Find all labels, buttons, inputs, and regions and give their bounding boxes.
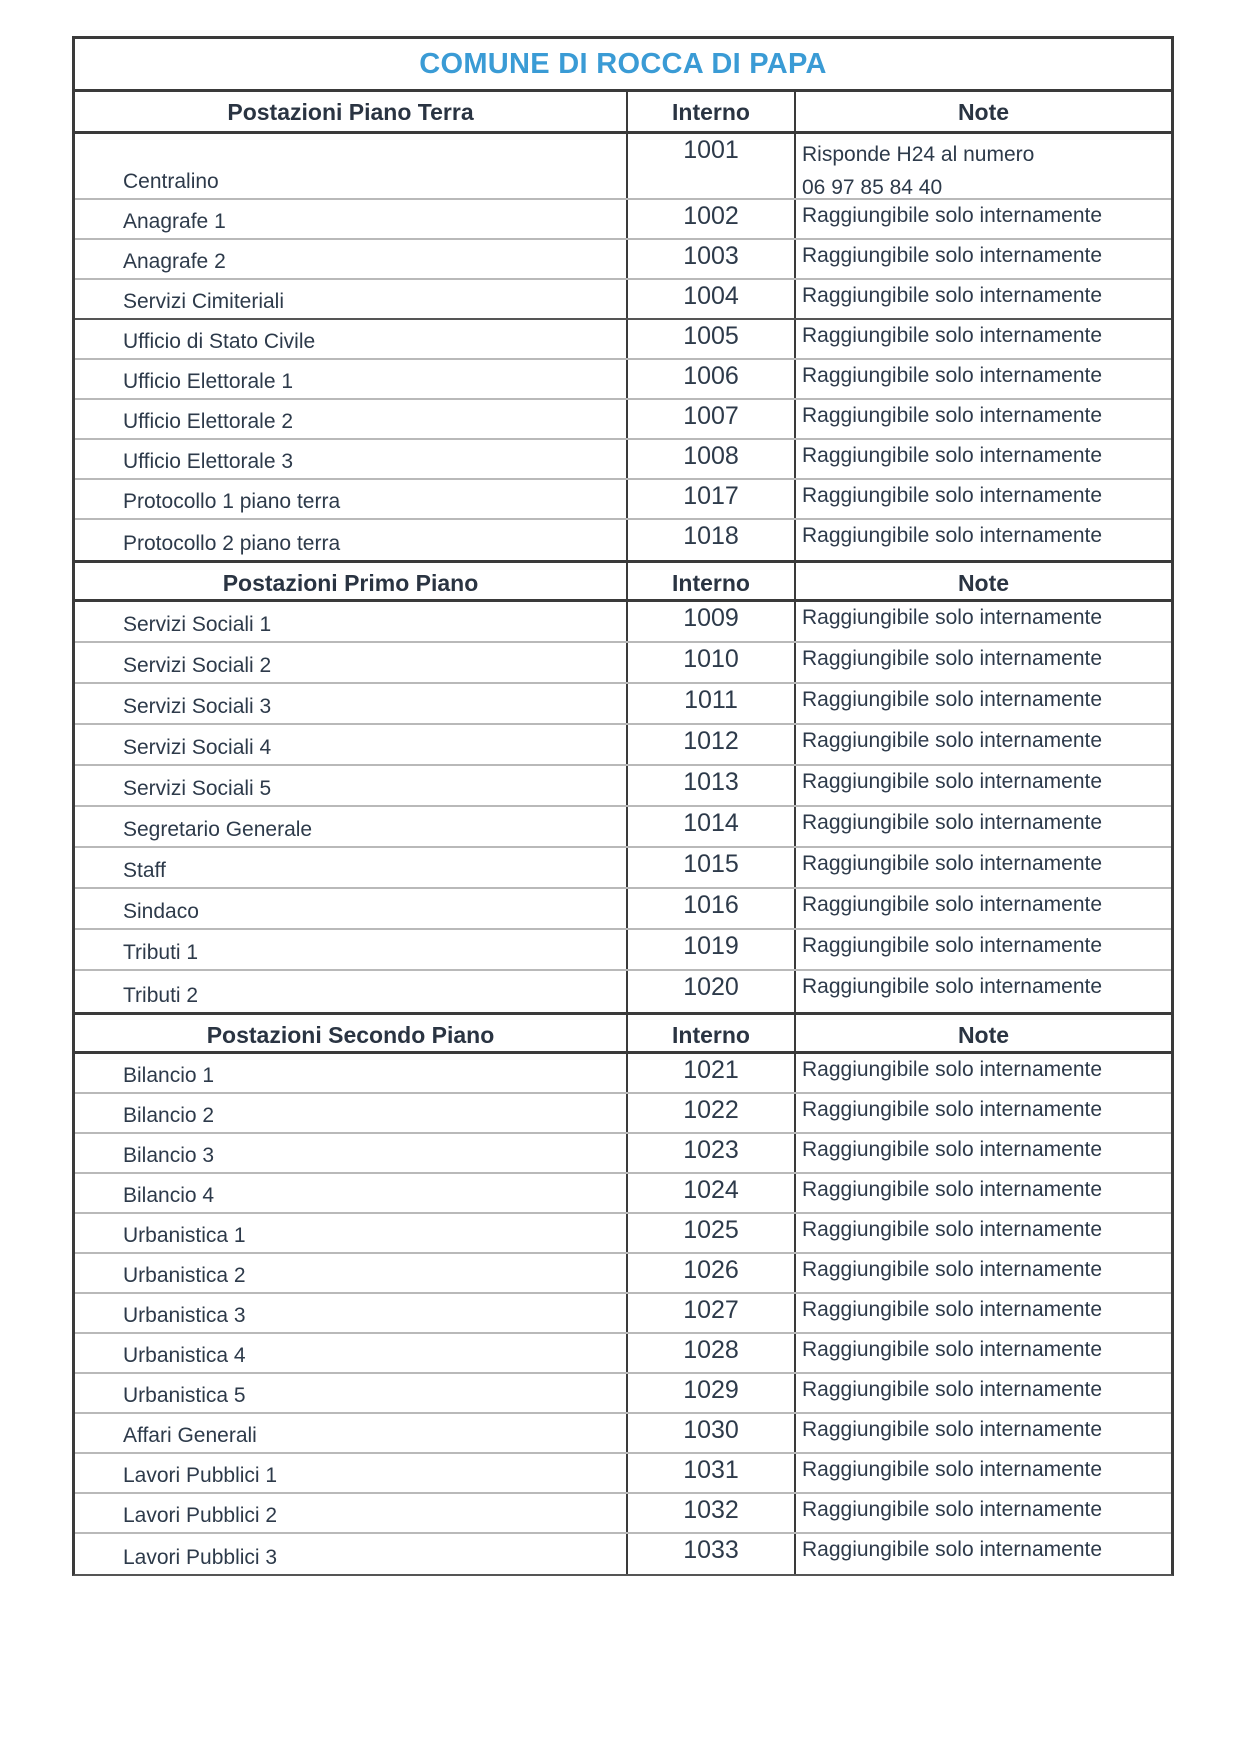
office-cell: [75, 602, 628, 641]
table-row: [75, 1294, 1171, 1334]
table-row: [75, 480, 1171, 520]
note-cell: [796, 440, 1171, 478]
office-cell: [75, 1334, 628, 1372]
office-cell: [75, 360, 628, 398]
extension-number: 1013: [683, 768, 739, 796]
office-name: Bilancio 1: [123, 1064, 215, 1087]
column-header-interno: Interno: [628, 1015, 796, 1051]
note-cell: [796, 889, 1171, 928]
table-row: [75, 1054, 1171, 1094]
note-cell: [796, 1454, 1171, 1492]
extension-number: 1019: [683, 932, 739, 960]
table-row: [75, 320, 1171, 360]
extension-number: 1014: [683, 809, 739, 837]
office-name: Servizi Sociali 1: [123, 613, 272, 636]
table-row: [75, 1214, 1171, 1254]
table-row: [75, 400, 1171, 440]
extension-number: 1004: [683, 282, 739, 310]
office-name: Lavori Pubblici 1: [123, 1464, 278, 1487]
extension-cell: [628, 134, 796, 198]
office-name: Urbanistica 1: [123, 1224, 246, 1247]
office-cell: [75, 766, 628, 805]
extension-cell: [628, 320, 796, 358]
table-row: [75, 1454, 1171, 1494]
office-cell: [75, 1294, 628, 1332]
section-heading: Postazioni Primo Piano: [75, 563, 628, 599]
extension-number: 1018: [683, 522, 739, 550]
office-name: Protocollo 1 piano terra: [123, 490, 341, 513]
extension-cell: [628, 200, 796, 238]
table-row: [75, 134, 1171, 200]
note-cell: [796, 1534, 1171, 1574]
note-cell: [796, 766, 1171, 805]
office-cell: [75, 520, 628, 560]
note-cell: [796, 320, 1171, 358]
office-cell: [75, 1494, 628, 1532]
note-text: Raggiungibile solo internamente: [802, 606, 1103, 629]
column-header-note: Note: [957, 99, 1010, 125]
office-name: Lavori Pubblici 3: [123, 1546, 278, 1569]
note-line: Risponde H24 al numero: [802, 143, 1035, 166]
note-text: Raggiungibile solo internamente: [802, 244, 1103, 267]
section-heading: Postazioni Secondo Piano: [75, 1015, 628, 1051]
table-row: [75, 1094, 1171, 1134]
office-cell: [75, 200, 628, 238]
office-cell: [75, 400, 628, 438]
office-name: Urbanistica 3: [123, 1304, 246, 1327]
extension-cell: [628, 1094, 796, 1132]
section-header-row: [75, 92, 1171, 134]
office-cell: [75, 240, 628, 278]
office-name: Bilancio 3: [123, 1144, 215, 1167]
note-text: Raggiungibile solo internamente: [802, 324, 1103, 347]
note-text: Raggiungibile solo internamente: [802, 1258, 1103, 1281]
extension-cell: [628, 1374, 796, 1412]
office-name: Protocollo 2 piano terra: [123, 532, 341, 555]
extension-cell: [628, 1054, 796, 1092]
office-name: Segretario Generale: [123, 818, 313, 841]
office-cell: [75, 971, 628, 1012]
column-header-interno: Interno: [628, 563, 796, 599]
office-name: Tributi 2: [123, 984, 199, 1007]
note-cell: [796, 520, 1171, 560]
office-name: Urbanistica 2: [123, 1264, 246, 1287]
note-cell: [796, 480, 1171, 518]
extension-number: 1024: [683, 1176, 739, 1204]
extension-number: 1001: [683, 136, 739, 164]
note-text: Raggiungibile solo internamente: [802, 1178, 1103, 1201]
note-text: Raggiungibile solo internamente: [802, 1338, 1103, 1361]
table-row: [75, 440, 1171, 480]
extension-cell: [628, 1414, 796, 1452]
extension-number: 1007: [683, 402, 739, 430]
extension-cell: [628, 280, 796, 318]
office-name: Affari Generali: [123, 1424, 257, 1447]
note-cell: [796, 1094, 1171, 1132]
office-cell: [75, 1534, 628, 1574]
extension-number: 1033: [683, 1536, 739, 1564]
note-text: Raggiungibile solo internamente: [802, 1098, 1103, 1121]
extension-number: 1017: [683, 482, 739, 510]
table-row: [75, 1494, 1171, 1534]
document-title: COMUNE DI ROCCA DI PAPA: [75, 39, 1171, 92]
office-name: Servizi Sociali 5: [123, 777, 272, 800]
extension-cell: [628, 930, 796, 969]
note-text: Raggiungibile solo internamente: [802, 729, 1103, 752]
extension-number: 1009: [683, 604, 739, 632]
note-text: Raggiungibile solo internamente: [802, 1058, 1103, 1081]
note-text: Raggiungibile solo internamente: [802, 524, 1103, 547]
office-cell: [75, 1254, 628, 1292]
office-cell: [75, 480, 628, 518]
column-header-interno: Interno: [628, 92, 796, 131]
office-name: Ufficio di Stato Civile: [123, 330, 316, 353]
section-header-row: [75, 1012, 1171, 1054]
office-cell: [75, 807, 628, 846]
table-row: [75, 280, 1171, 320]
office-cell: [75, 1414, 628, 1452]
extension-cell: [628, 1534, 796, 1574]
table-row: [75, 520, 1171, 560]
office-cell: [75, 320, 628, 358]
table-row: [75, 848, 1171, 889]
extension-cell: [628, 440, 796, 478]
office-name: Anagrafe 1: [123, 210, 226, 233]
office-name: Ufficio Elettorale 2: [123, 410, 294, 433]
note-cell: [796, 1414, 1171, 1452]
extension-number: 1006: [683, 362, 739, 390]
office-cell: [75, 930, 628, 969]
note-cell: [796, 848, 1171, 887]
note-cell: [796, 684, 1171, 723]
office-name: Anagrafe 2: [123, 250, 226, 273]
extension-cell: [628, 240, 796, 278]
note-text: Raggiungibile solo internamente: [802, 204, 1103, 227]
table-row: [75, 1174, 1171, 1214]
note-text: Raggiungibile solo internamente: [802, 1218, 1103, 1241]
office-cell: [75, 889, 628, 928]
table-row: [75, 930, 1171, 971]
section-heading: Postazioni Piano Terra: [75, 92, 628, 131]
extension-number: 1029: [683, 1376, 739, 1404]
table-row: [75, 240, 1171, 280]
note-text: Raggiungibile solo internamente: [802, 852, 1103, 875]
note-text: Raggiungibile solo internamente: [802, 1498, 1103, 1521]
office-cell: [75, 1454, 628, 1492]
office-name: Ufficio Elettorale 3: [123, 450, 294, 473]
extension-cell: [628, 1174, 796, 1212]
office-name: Urbanistica 4: [123, 1344, 246, 1367]
note-text: Raggiungibile solo internamente: [802, 1138, 1103, 1161]
note-text: Raggiungibile solo internamente: [802, 1418, 1103, 1441]
note-cell: [796, 1054, 1171, 1092]
extension-number: 1008: [683, 442, 739, 470]
note-cell: [796, 643, 1171, 682]
note-text: Raggiungibile solo internamente: [802, 404, 1103, 427]
office-name: Bilancio 4: [123, 1184, 215, 1207]
office-name: Urbanistica 5: [123, 1384, 246, 1407]
office-cell: [75, 1174, 628, 1212]
note-cell: [796, 971, 1171, 1012]
column-header-note: Note: [957, 570, 1010, 596]
table-row: [75, 807, 1171, 848]
note-cell: [796, 725, 1171, 764]
note-cell: [796, 400, 1171, 438]
note-text: Raggiungibile solo internamente: [802, 934, 1103, 957]
extension-number: 1012: [683, 727, 739, 755]
extension-number: 1026: [683, 1256, 739, 1284]
extension-number: 1030: [683, 1416, 739, 1444]
note-text: Raggiungibile solo internamente: [802, 770, 1103, 793]
extension-number: 1011: [684, 686, 738, 714]
office-cell: [75, 280, 628, 318]
table-row: [75, 684, 1171, 725]
note-cell: [796, 807, 1171, 846]
office-name: Staff: [123, 859, 166, 882]
office-name: Servizi Sociali 3: [123, 695, 272, 718]
office-name: Ufficio Elettorale 1: [123, 370, 294, 393]
note-cell: [796, 200, 1171, 238]
office-cell: [75, 1214, 628, 1252]
table-row: [75, 200, 1171, 240]
extension-cell: [628, 684, 796, 723]
office-name: Sindaco: [123, 900, 199, 923]
table-row: [75, 602, 1171, 643]
extension-directory-table: [72, 36, 1174, 1576]
extension-number: 1022: [683, 1096, 739, 1124]
extension-number: 1025: [683, 1216, 739, 1244]
office-cell: [75, 684, 628, 723]
extension-number: 1002: [683, 202, 739, 230]
note-cell: [796, 1334, 1171, 1372]
table-row: [75, 1374, 1171, 1414]
note-text: Raggiungibile solo internamente: [802, 1538, 1103, 1561]
note-cell: [796, 1254, 1171, 1292]
note-text: Raggiungibile solo internamente: [802, 893, 1103, 916]
office-name: Servizi Cimiteriali: [123, 290, 285, 313]
note-cell: [796, 1494, 1171, 1532]
extension-number: 1010: [683, 645, 739, 673]
table-row: [75, 1534, 1171, 1574]
office-name: Servizi Sociali 2: [123, 654, 272, 677]
office-name: Bilancio 2: [123, 1104, 215, 1127]
table-row: [75, 1414, 1171, 1454]
extension-cell: [628, 602, 796, 641]
extension-cell: [628, 1134, 796, 1172]
extension-number: 1023: [683, 1136, 739, 1164]
note-text: Raggiungibile solo internamente: [802, 364, 1103, 387]
extension-number: 1020: [683, 973, 739, 1001]
note-cell: [796, 1134, 1171, 1172]
office-cell: [75, 1054, 628, 1092]
extension-number: 1027: [683, 1296, 739, 1324]
office-cell: [75, 725, 628, 764]
note-cell: [796, 602, 1171, 641]
office-cell: [75, 1374, 628, 1412]
table-row: [75, 889, 1171, 930]
extension-cell: [628, 1454, 796, 1492]
extension-cell: [628, 400, 796, 438]
extension-number: 1032: [683, 1496, 739, 1524]
note-cell: [796, 240, 1171, 278]
table-row: [75, 766, 1171, 807]
note-cell: [796, 134, 1171, 198]
extension-number: 1016: [683, 891, 739, 919]
note-text: Raggiungibile solo internamente: [802, 1378, 1103, 1401]
extension-cell: [628, 480, 796, 518]
extension-cell: [628, 725, 796, 764]
table-row: [75, 360, 1171, 400]
note-cell: [796, 1214, 1171, 1252]
table-body: [75, 92, 1171, 1574]
note-cell: [796, 280, 1171, 318]
table-row: [75, 1334, 1171, 1374]
office-name: Tributi 1: [123, 941, 199, 964]
table-row: [75, 643, 1171, 684]
office-name: Servizi Sociali 4: [123, 736, 272, 759]
extension-cell: [628, 889, 796, 928]
note-cell: [796, 1294, 1171, 1332]
table-row: [75, 725, 1171, 766]
note-text: Raggiungibile solo internamente: [802, 975, 1103, 998]
extension-cell: [628, 1494, 796, 1532]
extension-cell: [628, 766, 796, 805]
extension-number: 1031: [683, 1456, 739, 1484]
extension-cell: [628, 971, 796, 1012]
extension-cell: [628, 520, 796, 560]
table-row: [75, 1134, 1171, 1174]
office-name: Centralino: [123, 170, 219, 193]
note-cell: [796, 1174, 1171, 1212]
note-text: Raggiungibile solo internamente: [802, 647, 1103, 670]
phone-number: 06 97 85 84 40: [802, 176, 943, 199]
extension-number: 1015: [683, 850, 739, 878]
extension-cell: [628, 1294, 796, 1332]
note-text: Raggiungibile solo internamente: [802, 484, 1103, 507]
section-header-row: [75, 560, 1171, 602]
note-text: Raggiungibile solo internamente: [802, 688, 1103, 711]
extension-number: 1021: [683, 1056, 739, 1084]
office-cell: [75, 134, 628, 198]
extension-cell: [628, 643, 796, 682]
column-header-note: Note: [957, 1022, 1010, 1048]
office-cell: [75, 1094, 628, 1132]
office-cell: [75, 440, 628, 478]
note-text: Raggiungibile solo internamente: [802, 1458, 1103, 1481]
table-row: [75, 971, 1171, 1012]
note-text: Raggiungibile solo internamente: [802, 1298, 1103, 1321]
extension-number: 1005: [683, 322, 739, 350]
office-cell: [75, 643, 628, 682]
extension-cell: [628, 807, 796, 846]
extension-cell: [628, 848, 796, 887]
office-cell: [75, 1134, 628, 1172]
extension-cell: [628, 1214, 796, 1252]
note-cell: [796, 930, 1171, 969]
extension-number: 1003: [683, 242, 739, 270]
extension-cell: [628, 360, 796, 398]
extension-cell: [628, 1334, 796, 1372]
office-cell: [75, 848, 628, 887]
note-text: [802, 138, 1034, 204]
note-text: Raggiungibile solo internamente: [802, 284, 1103, 307]
note-text: Raggiungibile solo internamente: [802, 811, 1103, 834]
table-row: [75, 1254, 1171, 1294]
note-text: Raggiungibile solo internamente: [802, 444, 1103, 467]
extension-number: 1028: [683, 1336, 739, 1364]
note-cell: [796, 360, 1171, 398]
note-cell: [796, 1374, 1171, 1412]
extension-cell: [628, 1254, 796, 1292]
office-name: Lavori Pubblici 2: [123, 1504, 278, 1527]
